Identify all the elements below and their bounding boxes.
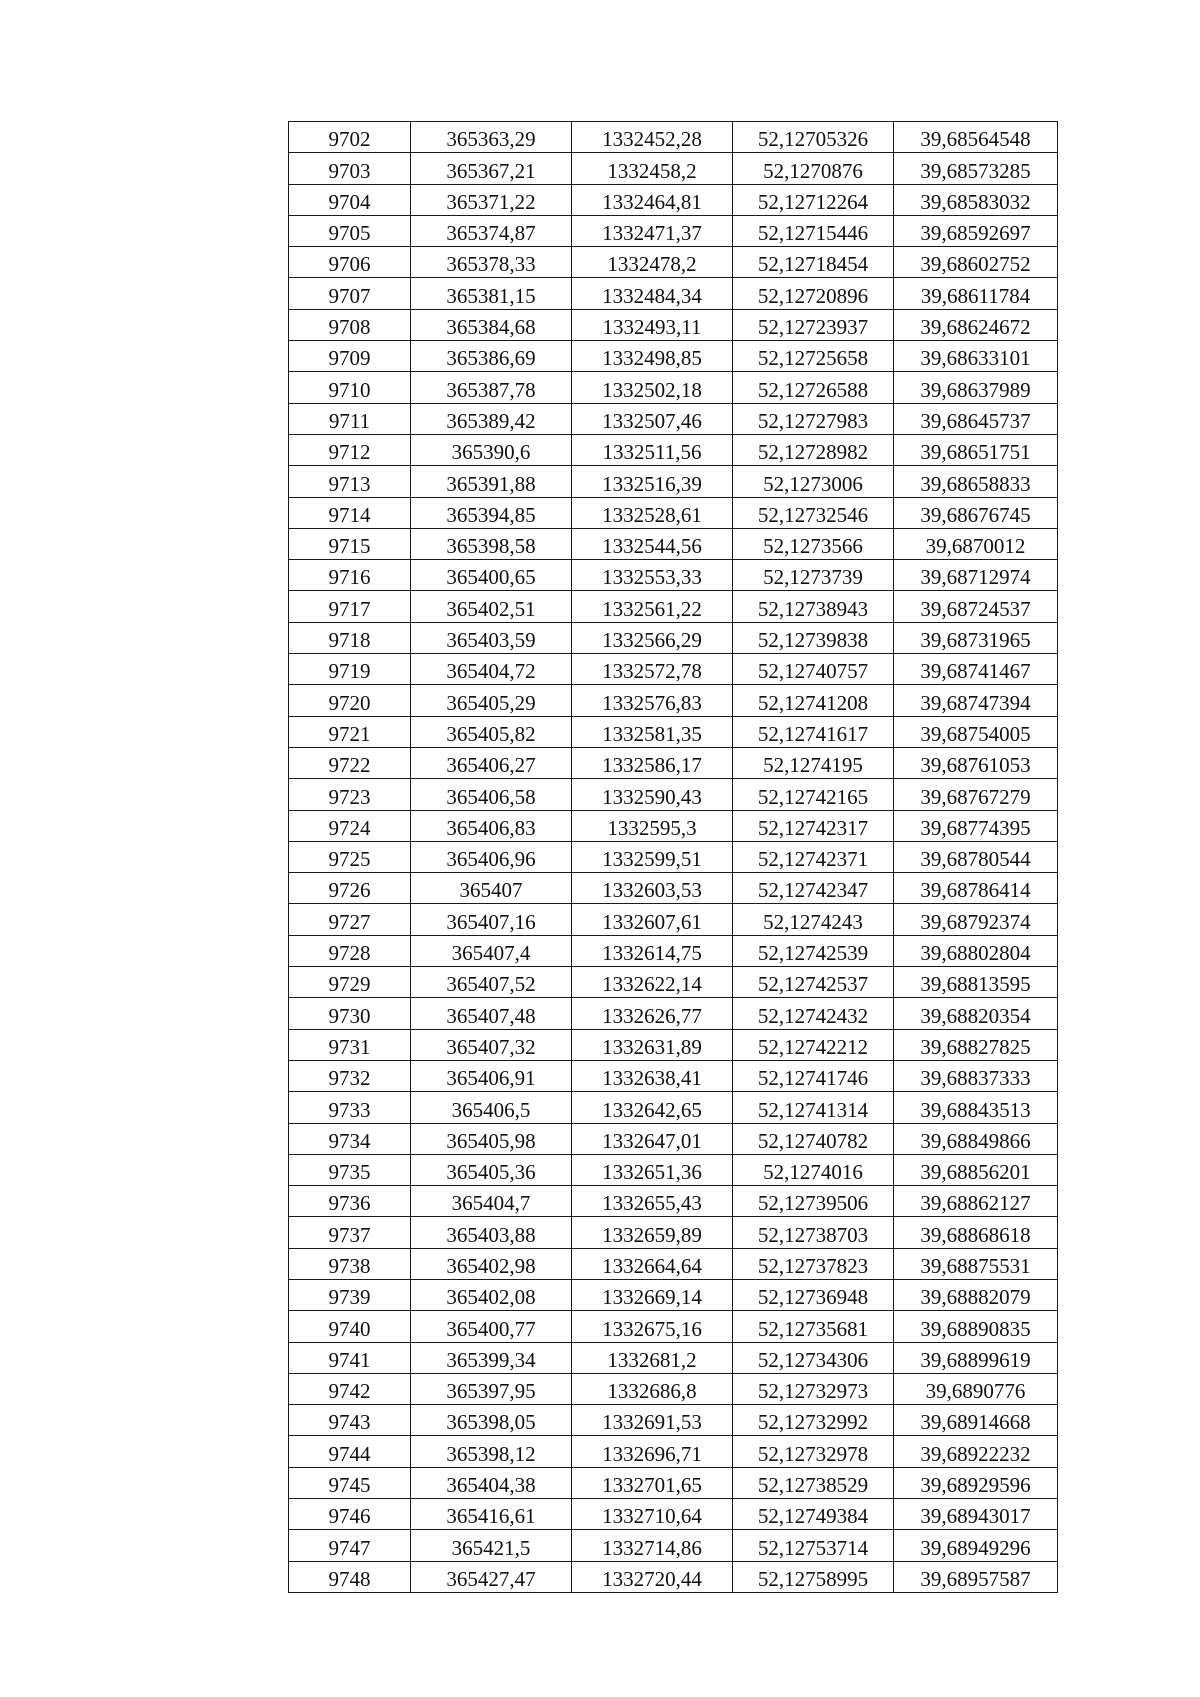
coord-y-cell: 1332553,33 (572, 560, 733, 591)
point-number-cell: 9744 (289, 1436, 411, 1467)
point-number-cell: 9702 (289, 122, 411, 153)
longitude-cell: 39,68862127 (894, 1186, 1058, 1217)
table-row (289, 1123, 1058, 1154)
coord-y-cell: 1332655,43 (572, 1186, 733, 1217)
longitude-cell: 39,68611784 (894, 278, 1058, 309)
table-row (289, 1436, 1058, 1467)
point-number-cell: 9737 (289, 1217, 411, 1248)
coord-x-cell: 365398,12 (411, 1436, 572, 1467)
longitude-cell: 39,68592697 (894, 215, 1058, 246)
coord-x-cell: 365407 (411, 873, 572, 904)
point-number-cell: 9747 (289, 1530, 411, 1561)
point-number-cell: 9707 (289, 278, 411, 309)
table-row (289, 466, 1058, 497)
point-number-cell: 9714 (289, 497, 411, 528)
table-row (289, 779, 1058, 810)
longitude-cell: 39,68837333 (894, 1060, 1058, 1091)
coord-x-cell: 365407,52 (411, 967, 572, 998)
coord-x-cell: 365386,69 (411, 341, 572, 372)
point-number-cell: 9711 (289, 403, 411, 434)
longitude-cell: 39,68658833 (894, 466, 1058, 497)
table-row (289, 935, 1058, 966)
coord-y-cell: 1332626,77 (572, 998, 733, 1029)
table-row (289, 685, 1058, 716)
latitude-cell: 52,12726588 (733, 372, 894, 403)
point-number-cell: 9718 (289, 622, 411, 653)
table-row (289, 1186, 1058, 1217)
coord-y-cell: 1332544,56 (572, 528, 733, 559)
coord-x-cell: 365406,58 (411, 779, 572, 810)
table-row (289, 998, 1058, 1029)
latitude-cell: 52,12753714 (733, 1530, 894, 1561)
latitude-cell: 52,12749384 (733, 1499, 894, 1530)
point-number-cell: 9739 (289, 1279, 411, 1310)
coord-y-cell: 1332669,14 (572, 1279, 733, 1310)
coord-y-cell: 1332622,14 (572, 967, 733, 998)
longitude-cell: 39,68899619 (894, 1342, 1058, 1373)
point-number-cell: 9726 (289, 873, 411, 904)
latitude-cell: 52,12741617 (733, 716, 894, 747)
latitude-cell: 52,12742537 (733, 967, 894, 998)
latitude-cell: 52,12758995 (733, 1561, 894, 1592)
longitude-cell: 39,68624672 (894, 309, 1058, 340)
coord-x-cell: 365421,5 (411, 1530, 572, 1561)
point-number-cell: 9736 (289, 1186, 411, 1217)
coord-x-cell: 365427,47 (411, 1561, 572, 1592)
table-row (289, 716, 1058, 747)
longitude-cell: 39,68633101 (894, 341, 1058, 372)
point-number-cell: 9715 (289, 528, 411, 559)
table-row (289, 184, 1058, 215)
point-number-cell: 9710 (289, 372, 411, 403)
coord-y-cell: 1332714,86 (572, 1530, 733, 1561)
coord-x-cell: 365405,98 (411, 1123, 572, 1154)
table-row (289, 591, 1058, 622)
latitude-cell: 52,12720896 (733, 278, 894, 309)
latitude-cell: 52,12712264 (733, 184, 894, 215)
coordinates-table-body (289, 122, 1058, 1593)
coord-y-cell: 1332581,35 (572, 716, 733, 747)
table-row (289, 1279, 1058, 1310)
latitude-cell: 52,12728982 (733, 434, 894, 465)
table-row (289, 654, 1058, 685)
coord-x-cell: 365398,58 (411, 528, 572, 559)
longitude-cell: 39,68875531 (894, 1248, 1058, 1279)
longitude-cell: 39,68761053 (894, 747, 1058, 778)
coord-y-cell: 1332651,36 (572, 1154, 733, 1185)
coord-y-cell: 1332710,64 (572, 1499, 733, 1530)
point-number-cell: 9738 (289, 1248, 411, 1279)
coord-y-cell: 1332659,89 (572, 1217, 733, 1248)
coord-y-cell: 1332599,51 (572, 841, 733, 872)
point-number-cell: 9727 (289, 904, 411, 935)
table-row (289, 122, 1058, 153)
longitude-cell: 39,68731965 (894, 622, 1058, 653)
table-row (289, 1154, 1058, 1185)
latitude-cell: 52,12742212 (733, 1029, 894, 1060)
longitude-cell: 39,68929596 (894, 1467, 1058, 1498)
coord-y-cell: 1332471,37 (572, 215, 733, 246)
coord-x-cell: 365405,36 (411, 1154, 572, 1185)
longitude-cell: 39,68767279 (894, 779, 1058, 810)
coord-y-cell: 1332696,71 (572, 1436, 733, 1467)
latitude-cell: 52,12741746 (733, 1060, 894, 1091)
coord-y-cell: 1332507,46 (572, 403, 733, 434)
coord-x-cell: 365387,78 (411, 372, 572, 403)
latitude-cell: 52,12742539 (733, 935, 894, 966)
coord-x-cell: 365400,65 (411, 560, 572, 591)
longitude-cell: 39,68786414 (894, 873, 1058, 904)
longitude-cell: 39,68792374 (894, 904, 1058, 935)
table-row (289, 403, 1058, 434)
longitude-cell: 39,68645737 (894, 403, 1058, 434)
latitude-cell: 52,1274195 (733, 747, 894, 778)
latitude-cell: 52,12740782 (733, 1123, 894, 1154)
point-number-cell: 9717 (289, 591, 411, 622)
point-number-cell: 9729 (289, 967, 411, 998)
longitude-cell: 39,68602752 (894, 247, 1058, 278)
table-row (289, 1092, 1058, 1123)
latitude-cell: 52,12718454 (733, 247, 894, 278)
longitude-cell: 39,68813595 (894, 967, 1058, 998)
longitude-cell: 39,68583032 (894, 184, 1058, 215)
longitude-cell: 39,68676745 (894, 497, 1058, 528)
coord-y-cell: 1332528,61 (572, 497, 733, 528)
table-row (289, 1373, 1058, 1404)
longitude-cell: 39,68914668 (894, 1405, 1058, 1436)
coord-x-cell: 365407,16 (411, 904, 572, 935)
point-number-cell: 9703 (289, 153, 411, 184)
longitude-cell: 39,68890835 (894, 1311, 1058, 1342)
latitude-cell: 52,12732992 (733, 1405, 894, 1436)
coord-x-cell: 365407,32 (411, 1029, 572, 1060)
coord-y-cell: 1332686,8 (572, 1373, 733, 1404)
coord-x-cell: 365374,87 (411, 215, 572, 246)
coord-y-cell: 1332502,18 (572, 372, 733, 403)
latitude-cell: 52,1270876 (733, 153, 894, 184)
point-number-cell: 9722 (289, 747, 411, 778)
table-row (289, 873, 1058, 904)
point-number-cell: 9709 (289, 341, 411, 372)
coord-x-cell: 365406,91 (411, 1060, 572, 1091)
latitude-cell: 52,12725658 (733, 341, 894, 372)
coord-x-cell: 365381,15 (411, 278, 572, 309)
point-number-cell: 9743 (289, 1405, 411, 1436)
table-row (289, 341, 1058, 372)
table-row (289, 1405, 1058, 1436)
coord-x-cell: 365402,51 (411, 591, 572, 622)
point-number-cell: 9732 (289, 1060, 411, 1091)
coord-y-cell: 1332701,65 (572, 1467, 733, 1498)
coord-x-cell: 365403,88 (411, 1217, 572, 1248)
table-row (289, 497, 1058, 528)
longitude-cell: 39,68780544 (894, 841, 1058, 872)
latitude-cell: 52,12723937 (733, 309, 894, 340)
latitude-cell: 52,12741208 (733, 685, 894, 716)
longitude-cell: 39,68820354 (894, 998, 1058, 1029)
latitude-cell: 52,12742371 (733, 841, 894, 872)
longitude-cell: 39,68754005 (894, 716, 1058, 747)
coord-y-cell: 1332561,22 (572, 591, 733, 622)
longitude-cell: 39,68922232 (894, 1436, 1058, 1467)
coord-x-cell: 365397,95 (411, 1373, 572, 1404)
coord-y-cell: 1332586,17 (572, 747, 733, 778)
coord-y-cell: 1332664,64 (572, 1248, 733, 1279)
latitude-cell: 52,12742165 (733, 779, 894, 810)
coord-y-cell: 1332464,81 (572, 184, 733, 215)
coord-x-cell: 365402,98 (411, 1248, 572, 1279)
coord-x-cell: 365384,68 (411, 309, 572, 340)
latitude-cell: 52,1273566 (733, 528, 894, 559)
table-row (289, 1342, 1058, 1373)
coord-y-cell: 1332484,34 (572, 278, 733, 309)
coord-x-cell: 365391,88 (411, 466, 572, 497)
table-row (289, 560, 1058, 591)
latitude-cell: 52,12705326 (733, 122, 894, 153)
table-row (289, 1248, 1058, 1279)
point-number-cell: 9704 (289, 184, 411, 215)
coord-y-cell: 1332638,41 (572, 1060, 733, 1091)
point-number-cell: 9735 (289, 1154, 411, 1185)
table-row (289, 1561, 1058, 1592)
table-row (289, 1499, 1058, 1530)
table-row (289, 1311, 1058, 1342)
longitude-cell: 39,68849866 (894, 1123, 1058, 1154)
coord-x-cell: 365394,85 (411, 497, 572, 528)
longitude-cell: 39,68741467 (894, 654, 1058, 685)
latitude-cell: 52,12739838 (733, 622, 894, 653)
coord-x-cell: 365407,4 (411, 935, 572, 966)
table-row (289, 1029, 1058, 1060)
table-row (289, 841, 1058, 872)
table-row (289, 215, 1058, 246)
point-number-cell: 9728 (289, 935, 411, 966)
point-number-cell: 9719 (289, 654, 411, 685)
latitude-cell: 52,12738529 (733, 1467, 894, 1498)
coord-y-cell: 1332607,61 (572, 904, 733, 935)
coord-x-cell: 365404,7 (411, 1186, 572, 1217)
coord-y-cell: 1332603,53 (572, 873, 733, 904)
table-row (289, 622, 1058, 653)
latitude-cell: 52,12727983 (733, 403, 894, 434)
latitude-cell: 52,12742347 (733, 873, 894, 904)
coord-x-cell: 365400,77 (411, 1311, 572, 1342)
table-row (289, 904, 1058, 935)
table-row (289, 1060, 1058, 1091)
longitude-cell: 39,68774395 (894, 810, 1058, 841)
coord-x-cell: 365416,61 (411, 1499, 572, 1530)
coord-y-cell: 1332642,65 (572, 1092, 733, 1123)
latitude-cell: 52,12715446 (733, 215, 894, 246)
longitude-cell: 39,68573285 (894, 153, 1058, 184)
table-row (289, 1467, 1058, 1498)
latitude-cell: 52,12739506 (733, 1186, 894, 1217)
point-number-cell: 9706 (289, 247, 411, 278)
longitude-cell: 39,68943017 (894, 1499, 1058, 1530)
longitude-cell: 39,68827825 (894, 1029, 1058, 1060)
table-row (289, 967, 1058, 998)
latitude-cell: 52,12736948 (733, 1279, 894, 1310)
point-number-cell: 9740 (289, 1311, 411, 1342)
coord-y-cell: 1332511,56 (572, 434, 733, 465)
point-number-cell: 9741 (289, 1342, 411, 1373)
table-row (289, 372, 1058, 403)
table-row (289, 434, 1058, 465)
table-row (289, 747, 1058, 778)
coord-y-cell: 1332452,28 (572, 122, 733, 153)
longitude-cell: 39,68637989 (894, 372, 1058, 403)
point-number-cell: 9733 (289, 1092, 411, 1123)
coord-x-cell: 365367,21 (411, 153, 572, 184)
longitude-cell: 39,68651751 (894, 434, 1058, 465)
table-row (289, 1217, 1058, 1248)
coord-x-cell: 365406,27 (411, 747, 572, 778)
latitude-cell: 52,12742317 (733, 810, 894, 841)
point-number-cell: 9716 (289, 560, 411, 591)
point-number-cell: 9731 (289, 1029, 411, 1060)
longitude-cell: 39,68724537 (894, 591, 1058, 622)
coord-y-cell: 1332493,11 (572, 309, 733, 340)
coord-y-cell: 1332675,16 (572, 1311, 733, 1342)
point-number-cell: 9723 (289, 779, 411, 810)
point-number-cell: 9713 (289, 466, 411, 497)
longitude-cell: 39,68843513 (894, 1092, 1058, 1123)
point-number-cell: 9708 (289, 309, 411, 340)
coord-x-cell: 365390,6 (411, 434, 572, 465)
longitude-cell: 39,68949296 (894, 1530, 1058, 1561)
point-number-cell: 9725 (289, 841, 411, 872)
coord-y-cell: 1332572,78 (572, 654, 733, 685)
longitude-cell: 39,68868618 (894, 1217, 1058, 1248)
point-number-cell: 9724 (289, 810, 411, 841)
longitude-cell: 39,68802804 (894, 935, 1058, 966)
longitude-cell: 39,68712974 (894, 560, 1058, 591)
table-row (289, 247, 1058, 278)
coord-y-cell: 1332595,3 (572, 810, 733, 841)
coord-x-cell: 365378,33 (411, 247, 572, 278)
coord-y-cell: 1332647,01 (572, 1123, 733, 1154)
latitude-cell: 52,12740757 (733, 654, 894, 685)
coord-y-cell: 1332691,53 (572, 1405, 733, 1436)
latitude-cell: 52,12741314 (733, 1092, 894, 1123)
coord-x-cell: 365406,5 (411, 1092, 572, 1123)
longitude-cell: 39,6870012 (894, 528, 1058, 559)
latitude-cell: 52,12734306 (733, 1342, 894, 1373)
coord-y-cell: 1332566,29 (572, 622, 733, 653)
longitude-cell: 39,68957587 (894, 1561, 1058, 1592)
point-number-cell: 9720 (289, 685, 411, 716)
coord-x-cell: 365389,42 (411, 403, 572, 434)
latitude-cell: 52,1273006 (733, 466, 894, 497)
coord-y-cell: 1332458,2 (572, 153, 733, 184)
latitude-cell: 52,1273739 (733, 560, 894, 591)
latitude-cell: 52,12732546 (733, 497, 894, 528)
point-number-cell: 9705 (289, 215, 411, 246)
table-row (289, 528, 1058, 559)
longitude-cell: 39,6890776 (894, 1373, 1058, 1404)
point-number-cell: 9746 (289, 1499, 411, 1530)
point-number-cell: 9712 (289, 434, 411, 465)
coord-y-cell: 1332498,85 (572, 341, 733, 372)
longitude-cell: 39,68882079 (894, 1279, 1058, 1310)
table-row (289, 309, 1058, 340)
coord-y-cell: 1332590,43 (572, 779, 733, 810)
coord-y-cell: 1332576,83 (572, 685, 733, 716)
coord-x-cell: 365407,48 (411, 998, 572, 1029)
longitude-cell: 39,68747394 (894, 685, 1058, 716)
coord-y-cell: 1332631,89 (572, 1029, 733, 1060)
point-number-cell: 9742 (289, 1373, 411, 1404)
coord-x-cell: 365371,22 (411, 184, 572, 215)
table-row (289, 278, 1058, 309)
latitude-cell: 52,1274243 (733, 904, 894, 935)
latitude-cell: 52,12742432 (733, 998, 894, 1029)
coord-x-cell: 365405,82 (411, 716, 572, 747)
point-number-cell: 9734 (289, 1123, 411, 1154)
coord-x-cell: 365406,96 (411, 841, 572, 872)
table-row (289, 810, 1058, 841)
coord-x-cell: 365398,05 (411, 1405, 572, 1436)
point-number-cell: 9745 (289, 1467, 411, 1498)
latitude-cell: 52,12738703 (733, 1217, 894, 1248)
coord-y-cell: 1332478,2 (572, 247, 733, 278)
point-number-cell: 9721 (289, 716, 411, 747)
latitude-cell: 52,12735681 (733, 1311, 894, 1342)
longitude-cell: 39,68856201 (894, 1154, 1058, 1185)
coord-x-cell: 365404,72 (411, 654, 572, 685)
coord-y-cell: 1332720,44 (572, 1561, 733, 1592)
latitude-cell: 52,1274016 (733, 1154, 894, 1185)
longitude-cell: 39,68564548 (894, 122, 1058, 153)
coord-x-cell: 365363,29 (411, 122, 572, 153)
table-row (289, 1530, 1058, 1561)
point-number-cell: 9730 (289, 998, 411, 1029)
table-row (289, 153, 1058, 184)
coord-x-cell: 365406,83 (411, 810, 572, 841)
point-number-cell: 9748 (289, 1561, 411, 1592)
coord-y-cell: 1332516,39 (572, 466, 733, 497)
latitude-cell: 52,12738943 (733, 591, 894, 622)
coord-x-cell: 365399,34 (411, 1342, 572, 1373)
latitude-cell: 52,12737823 (733, 1248, 894, 1279)
coord-x-cell: 365405,29 (411, 685, 572, 716)
coord-x-cell: 365404,38 (411, 1467, 572, 1498)
coordinates-table (288, 121, 1058, 1593)
coord-y-cell: 1332681,2 (572, 1342, 733, 1373)
coord-x-cell: 365403,59 (411, 622, 572, 653)
coord-y-cell: 1332614,75 (572, 935, 733, 966)
latitude-cell: 52,12732978 (733, 1436, 894, 1467)
latitude-cell: 52,12732973 (733, 1373, 894, 1404)
coord-x-cell: 365402,08 (411, 1279, 572, 1310)
